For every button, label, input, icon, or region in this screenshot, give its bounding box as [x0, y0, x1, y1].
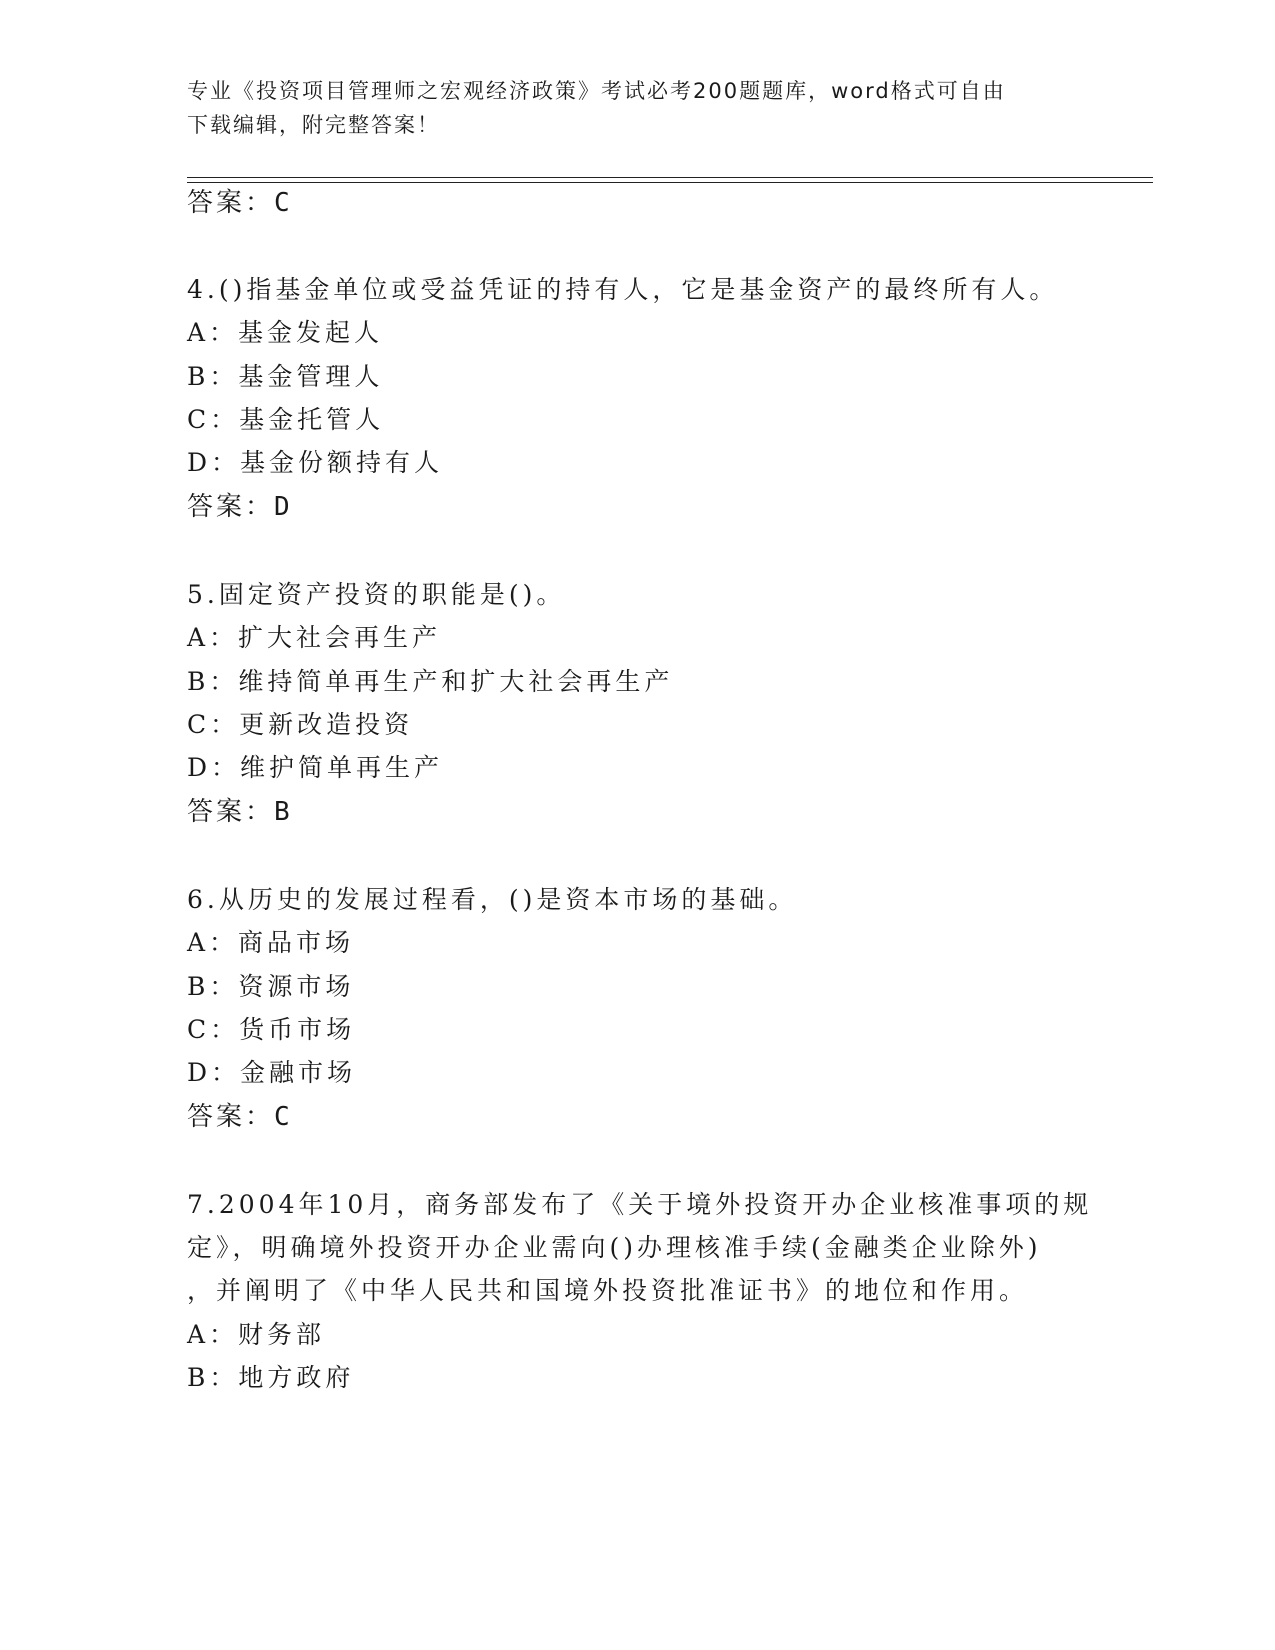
header-line-2: 下载编辑，附完整答案！: [187, 113, 440, 137]
header-divider-top: [187, 177, 1153, 178]
question-5-option-d: D：维护简单再生产: [187, 753, 444, 782]
answer-value: D: [274, 492, 293, 522]
question-7-text-line-3: ，并阐明了《中华人民共和国境外投资批准证书》的地位和作用。: [187, 1276, 1029, 1305]
answer-q4: [187, 492, 293, 522]
question-7-text-line-2: 定》，明确境外投资开办企业需向()办理核准手续(金融类企业除外): [187, 1233, 1042, 1262]
question-4-option-a: A：基金发起人: [187, 318, 384, 347]
question-5-text: 5.固定资产投资的职能是()。: [187, 580, 566, 609]
answer-value: C: [274, 1102, 293, 1132]
question-4-option-d: D：基金份额持有人: [187, 448, 444, 477]
question-5-option-c: C：更新改造投资: [187, 710, 414, 739]
answer-q5: [187, 797, 293, 827]
answer-label: 答案：: [187, 188, 275, 218]
header-divider-bottom: [187, 182, 1153, 183]
document-header: [187, 74, 1087, 142]
question-5-option-a: A：扩大社会再生产: [187, 623, 442, 652]
question-5-option-b: B：维持简单再生产和扩大社会再生产: [187, 667, 674, 696]
question-7-text-line-1: 7.2004年10月，商务部发布了《关于境外投资开办企业核准事项的规: [187, 1190, 1093, 1219]
question-6-text: 6.从历史的发展过程看，()是资本市场的基础。: [187, 885, 798, 914]
answer-q6: [187, 1102, 293, 1132]
question-4-option-b: B：基金管理人: [187, 362, 384, 391]
answer-value: B: [274, 797, 293, 827]
question-7-option-a: A：财务部: [187, 1320, 326, 1349]
question-4-text: 4.()指基金单位或受益凭证的持有人，它是基金资产的最终所有人。: [187, 275, 1059, 304]
question-6-option-c: C：货币市场: [187, 1015, 356, 1044]
answer-q3: [187, 188, 293, 218]
question-7-option-b: B：地方政府: [187, 1363, 355, 1392]
question-6-option-d: D：金融市场: [187, 1058, 357, 1087]
answer-label: 答案：: [187, 1102, 275, 1132]
answer-label: 答案：: [187, 492, 275, 522]
question-4-option-c: C：基金托管人: [187, 405, 385, 434]
question-6-option-b: B：资源市场: [187, 972, 355, 1001]
question-6-option-a: A：商品市场: [187, 928, 355, 957]
header-line-1: 专业《投资项目管理师之宏观经济政策》考试必考200题题库，word格式可自由: [187, 79, 1006, 103]
answer-value: C: [274, 188, 293, 218]
answer-label: 答案：: [187, 797, 275, 827]
